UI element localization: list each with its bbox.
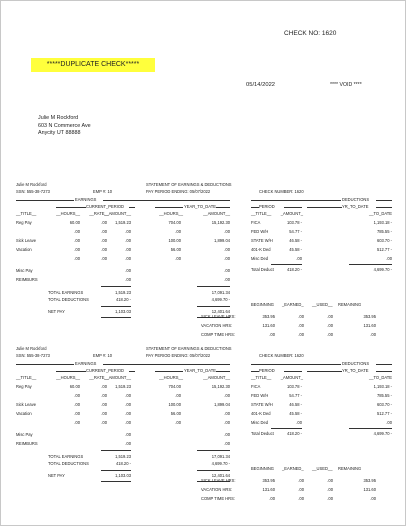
total-deduct-label: Total Deduct	[251, 267, 274, 272]
yr-to-date-header: YR_TO_DATE	[342, 368, 369, 373]
earnings-ytd-amount: 15,192.30	[211, 384, 230, 389]
earnings-header: EARNINGS	[75, 361, 97, 366]
earnings-ytd-hours: 704.00	[168, 220, 181, 225]
earnings-rate: .00	[101, 220, 107, 225]
current-period-header: CURRENT_PERIOD	[86, 368, 124, 373]
total-deduct-ytd: 4,699.70 -	[373, 431, 392, 436]
earnings-ytd-hours: .00	[175, 420, 181, 425]
leave-beginning: .00	[269, 496, 275, 501]
earnings-ytd-amount: .00	[224, 441, 230, 446]
deduction-title: STATE W/H	[251, 402, 273, 407]
earnings-ytd-amount: .00	[224, 432, 230, 437]
total-deduct-amount: 418.20 -	[286, 431, 302, 436]
total-deductions-amount: 418.20 -	[115, 297, 131, 302]
earnings-title: Sick Leave	[16, 238, 37, 243]
deductions-header: DEDUCTIONS	[342, 361, 370, 366]
leave-earned: .00	[298, 332, 304, 337]
earnings-amount: 1,519.23	[115, 384, 131, 389]
rule-line	[56, 371, 86, 372]
stub-ssn: SSN: 555-38-7273	[16, 189, 50, 194]
earnings-rate: .00	[101, 229, 107, 234]
stub-pay-period: PAY PERIOD ENDING: 05/07/2022	[146, 353, 211, 358]
total-deduct-label: Total Deduct	[251, 431, 274, 436]
earnings-amount: .00	[125, 247, 131, 252]
pay-stub	[1, 181, 406, 353]
stub-check-number: CHECK NUMBER: 1620	[259, 353, 304, 358]
rule-line	[376, 207, 392, 208]
leave-beginning: 353.95	[262, 314, 275, 319]
leave-label: VACATION HRS:	[201, 487, 233, 492]
rule-line	[271, 264, 302, 265]
deduction-ytd: 1,193.18 -	[373, 384, 392, 389]
deductions-header: DEDUCTIONS	[342, 197, 370, 202]
leave-used: .00	[327, 496, 333, 501]
stub-pay-period: PAY PERIOD ENDING: 05/07/2022	[146, 189, 211, 194]
leave-label: VACATION HRS:	[201, 323, 233, 328]
leave-earned: .00	[298, 478, 304, 483]
earnings-ytd-amount: .00	[224, 420, 230, 425]
deduction-title: STATE W/H	[251, 238, 273, 243]
earnings-header: EARNINGS	[75, 197, 97, 202]
earnings-rate: .00	[101, 411, 107, 416]
rule-line	[349, 264, 392, 265]
stub-employee-name: Julie M Rockford	[16, 182, 47, 187]
rule-line	[307, 371, 342, 372]
rule-line	[251, 207, 259, 208]
deduction-amount: .00	[296, 420, 302, 425]
leave-header-used: __USED__	[312, 466, 333, 471]
earnings-amount: .00	[125, 393, 131, 398]
rule-line	[16, 364, 74, 365]
duplicate-check-banner: *****DUPLICATE CHECK*****	[31, 58, 155, 72]
rule-line	[101, 481, 131, 482]
rule-line	[251, 200, 341, 201]
col-rate: __RATE__	[89, 211, 109, 216]
rule-line	[251, 364, 341, 365]
col-ded-ytd: __TO_DATE	[368, 211, 392, 216]
earnings-amount: .00	[125, 277, 131, 282]
year-to-date-header: YEAR_TO_DATE	[184, 204, 216, 209]
net-pay-amount: 1,103.03	[115, 309, 131, 314]
earnings-rate: .00	[101, 384, 107, 389]
deduction-ytd: 1,193.18 -	[373, 220, 392, 225]
rule-line	[216, 371, 230, 372]
earnings-hours: .00	[74, 229, 80, 234]
rule-line	[284, 207, 302, 208]
stub-statement-title: STATEMENT OF EARNINGS & DEDUCTIONS	[146, 182, 232, 187]
rule-line	[376, 371, 392, 372]
leave-beginning: 131.60	[262, 487, 275, 492]
earnings-amount: .00	[125, 420, 131, 425]
deduction-amount: 45.58 -	[289, 411, 302, 416]
earnings-rate: .00	[101, 247, 107, 252]
col-title: __TITLE__	[16, 211, 37, 216]
net-pay-ytd: 12,401.64	[211, 309, 230, 314]
rule-line	[307, 207, 342, 208]
col-hours: __HOURS__	[56, 375, 80, 380]
leave-remaining: 131.60	[363, 487, 376, 492]
earnings-rate: .00	[101, 393, 107, 398]
deduction-ytd: 785.55 -	[376, 393, 392, 398]
rule-line	[101, 286, 131, 287]
rule-line	[101, 470, 131, 471]
leave-used: .00	[327, 314, 333, 319]
rule-line	[155, 207, 183, 208]
earnings-ytd-hours: 56.00	[170, 411, 181, 416]
rule-line	[16, 200, 74, 201]
col-ytd-hours: __HOURS__	[159, 375, 183, 380]
leave-earned: .00	[298, 323, 304, 328]
earnings-title: Misc Pay	[16, 432, 33, 437]
leave-earned: .00	[298, 487, 304, 492]
earnings-ytd-hours: 56.00	[170, 247, 181, 252]
earnings-title: Reg Pay	[16, 384, 32, 389]
rule-line	[376, 364, 392, 365]
total-earnings-amount: 1,519.23	[115, 454, 131, 459]
rule-line	[197, 470, 230, 471]
total-earnings-amount: 1,519.23	[115, 290, 131, 295]
earnings-ytd-hours: .00	[175, 393, 181, 398]
deduction-ytd: .00	[386, 256, 392, 261]
leave-header-remaining: REMAINING	[338, 302, 362, 307]
payee-name: Julie M Rockford	[38, 115, 79, 121]
deduction-amount: 46.58 -	[289, 238, 302, 243]
total-earnings-ytd: 17,091.34	[211, 454, 230, 459]
total-earnings-label: TOTAL EARNINGS	[48, 290, 84, 295]
net-pay-amount: 1,103.03	[115, 473, 131, 478]
earnings-hours: .00	[74, 402, 80, 407]
col-rate: __RATE__	[89, 375, 109, 380]
leave-remaining: .00	[370, 496, 376, 501]
pay-stub-copy	[1, 345, 406, 517]
rule-line	[271, 428, 302, 429]
rule-line	[197, 286, 230, 287]
leave-beginning: 353.95	[262, 478, 275, 483]
rule-line	[103, 200, 230, 201]
leave-label: COMP TIME HRS:	[201, 332, 235, 337]
rule-line	[101, 317, 131, 318]
earnings-ytd-amount: 1,899.04	[214, 238, 230, 243]
stub-check-number: CHECK NUMBER: 1620	[259, 189, 304, 194]
earnings-hours: .00	[74, 393, 80, 398]
deduction-title: 401-K Ded	[251, 411, 271, 416]
earnings-hours: .00	[74, 247, 80, 252]
leave-remaining: 131.60	[363, 323, 376, 328]
rule-line	[101, 450, 131, 451]
period-header: PERIOD	[259, 368, 275, 373]
deduction-title: Misc Ded	[251, 420, 269, 425]
deduction-ytd: 603.70 -	[376, 402, 392, 407]
deduction-title: FICA	[251, 384, 261, 389]
earnings-title: REIMBURS	[16, 441, 38, 446]
col-ytd-amount: __AMOUNT__	[203, 211, 230, 216]
rule-line	[376, 200, 392, 201]
leave-label: SICK LEAVE HRS:	[201, 478, 236, 483]
void-stamp: **** VOID ****	[330, 82, 362, 88]
earnings-ytd-amount: .00	[224, 393, 230, 398]
earnings-ytd-hours: .00	[175, 229, 181, 234]
rule-line	[216, 207, 230, 208]
earnings-rate: .00	[101, 402, 107, 407]
earnings-amount: .00	[125, 229, 131, 234]
col-ded-title: __TITLE__	[251, 211, 272, 216]
total-deductions-amount: 418.20 -	[115, 461, 131, 466]
leave-used: .00	[327, 332, 333, 337]
earnings-ytd-hours: .00	[175, 256, 181, 261]
deduction-amount: 45.58 -	[289, 247, 302, 252]
earnings-hours: .00	[74, 256, 80, 261]
leave-remaining: 353.95	[363, 478, 376, 483]
earnings-ytd-amount: .00	[224, 268, 230, 273]
leave-label: COMP TIME HRS:	[201, 496, 235, 501]
leave-label: SICK LEAVE HRS:	[201, 314, 236, 319]
rule-line	[103, 364, 230, 365]
earnings-rate: .00	[101, 238, 107, 243]
total-earnings-ytd: 17,091.34	[211, 290, 230, 295]
col-ytd-hours: __HOURS__	[159, 211, 183, 216]
rule-line	[197, 306, 230, 307]
deduction-amount: .00	[296, 256, 302, 261]
earnings-ytd-amount: .00	[224, 411, 230, 416]
leave-used: .00	[327, 487, 333, 492]
stub-ssn: SSN: 555-38-7273	[16, 353, 50, 358]
stub-emp-no: EMP #: 10	[93, 189, 113, 194]
earnings-amount: .00	[125, 256, 131, 261]
deduction-ytd: 512.77 -	[376, 247, 392, 252]
rule-line	[284, 371, 302, 372]
earnings-amount: .00	[125, 432, 131, 437]
stub-employee-name: Julie M Rockford	[16, 346, 47, 351]
leave-header-earned: _EARNED_	[282, 302, 304, 307]
earnings-amount: .00	[125, 402, 131, 407]
check-number: CHECK NO: 1620	[284, 30, 337, 37]
col-title: __TITLE__	[16, 375, 37, 380]
earnings-ytd-amount: 1,899.04	[214, 402, 230, 407]
total-earnings-label: TOTAL EARNINGS	[48, 454, 84, 459]
deduction-title: 401-K Ded	[251, 247, 271, 252]
deduction-ytd: 512.77 -	[376, 411, 392, 416]
total-deduct-amount: 418.20 -	[286, 267, 302, 272]
earnings-title: Vacation	[16, 411, 32, 416]
earnings-rate: .00	[101, 420, 107, 425]
earnings-title: REIMBURS	[16, 277, 38, 282]
earnings-hours: .00	[74, 238, 80, 243]
total-deductions-label: TOTAL DEDUCTIONS	[48, 461, 89, 466]
leave-header-beginning: BEGINNING	[251, 466, 274, 471]
leave-header-beginning: BEGINNING	[251, 302, 274, 307]
leave-header-used: __USED__	[312, 302, 333, 307]
deduction-ytd: 785.55 -	[376, 229, 392, 234]
payee-address	[38, 115, 91, 138]
leave-header-earned: _EARNED_	[282, 466, 304, 471]
earnings-amount: .00	[125, 411, 131, 416]
net-pay-label: NET PAY	[48, 309, 65, 314]
rule-line	[197, 450, 230, 451]
earnings-hours: 60.00	[69, 384, 80, 389]
payee-city: Anycity UT 88888	[38, 130, 81, 137]
earnings-ytd-amount: 15,192.30	[211, 220, 230, 225]
leave-earned: .00	[298, 314, 304, 319]
payee-street: 603 N Commerce Ave	[38, 122, 91, 129]
earnings-title: Reg Pay	[16, 220, 32, 225]
total-deduct-ytd: 4,699.70 -	[373, 267, 392, 272]
earnings-ytd-hours: 100.00	[168, 238, 181, 243]
net-pay-ytd: 12,401.64	[211, 473, 230, 478]
rule-line	[101, 306, 131, 307]
rule-line	[129, 371, 135, 372]
leave-beginning: 131.60	[262, 323, 275, 328]
col-hours: __HOURS__	[56, 211, 80, 216]
deduction-amount: 54.77 -	[289, 393, 302, 398]
earnings-ytd-amount: .00	[224, 256, 230, 261]
earnings-hours: 60.00	[69, 220, 80, 225]
earnings-amount: .00	[125, 238, 131, 243]
leave-remaining: .00	[370, 332, 376, 337]
col-ytd-amount: __AMOUNT__	[203, 375, 230, 380]
deduction-ytd: .00	[386, 420, 392, 425]
earnings-amount: 1,519.23	[115, 220, 131, 225]
total-deductions-label: TOTAL DEDUCTIONS	[48, 297, 89, 302]
deduction-title: Misc Ded	[251, 256, 269, 261]
earnings-amount: .00	[125, 268, 131, 273]
total-deductions-ytd: 4,699.70 -	[211, 461, 230, 466]
deduction-title: FED W/H	[251, 393, 269, 398]
col-ded-amount: _AMOUNT_	[280, 375, 303, 380]
leave-used: .00	[327, 323, 333, 328]
deduction-amount: 103.78 -	[286, 384, 302, 389]
earnings-title: Misc Pay	[16, 268, 33, 273]
period-header: PERIOD	[259, 204, 275, 209]
leave-used: .00	[327, 478, 333, 483]
earnings-amount: .00	[125, 441, 131, 446]
col-amount: __AMOUNT__	[104, 375, 131, 380]
earnings-ytd-amount: .00	[224, 277, 230, 282]
col-ded-ytd: __TO_DATE	[368, 375, 392, 380]
col-amount: __AMOUNT__	[104, 211, 131, 216]
earnings-ytd-amount: .00	[224, 247, 230, 252]
earnings-ytd-hours: 704.00	[168, 384, 181, 389]
col-ded-amount: _AMOUNT_	[280, 211, 303, 216]
deduction-amount: 54.77 -	[289, 229, 302, 234]
leave-header-remaining: REMAINING	[338, 466, 362, 471]
earnings-title: Sick Leave	[16, 402, 37, 407]
deduction-title: FED W/H	[251, 229, 269, 234]
rule-line	[251, 371, 259, 372]
rule-line	[56, 207, 86, 208]
stub-statement-title: STATEMENT OF EARNINGS & DEDUCTIONS	[146, 346, 232, 351]
stub-emp-no: EMP #: 10	[93, 353, 113, 358]
leave-remaining: 353.95	[363, 314, 376, 319]
earnings-hours: .00	[74, 420, 80, 425]
earnings-ytd-hours: 100.00	[168, 402, 181, 407]
deduction-title: FICA	[251, 220, 261, 225]
yr-to-date-header: YR_TO_DATE	[342, 204, 369, 209]
earnings-title: Vacation	[16, 247, 32, 252]
total-deductions-ytd: 4,699.70 -	[211, 297, 230, 302]
deduction-amount: 103.78 -	[286, 220, 302, 225]
leave-beginning: .00	[269, 332, 275, 337]
leave-earned: .00	[298, 496, 304, 501]
rule-line	[155, 371, 183, 372]
rule-line	[349, 428, 392, 429]
earnings-rate: .00	[101, 256, 107, 261]
col-ded-title: __TITLE__	[251, 375, 272, 380]
year-to-date-header: YEAR_TO_DATE	[184, 368, 216, 373]
current-period-header: CURRENT_PERIOD	[86, 204, 124, 209]
earnings-hours: .00	[74, 411, 80, 416]
earnings-ytd-amount: .00	[224, 229, 230, 234]
check-date: 05/14/2022	[246, 82, 276, 88]
net-pay-label: NET PAY	[48, 473, 65, 478]
deduction-amount: 46.58 -	[289, 402, 302, 407]
rule-line	[129, 207, 135, 208]
deduction-ytd: 603.70 -	[376, 238, 392, 243]
